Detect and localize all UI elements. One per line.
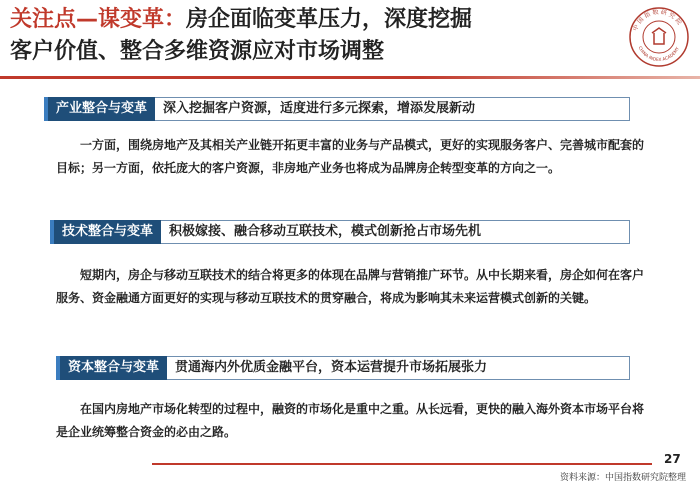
section-body-technology: 短期内，房企与移动互联技术的结合将更多的体现在品牌与营销推广环节。从中长期来看，房企如何在客户服务、资金融通方面更好的实现与移动互联技术的贯穿融合，将成为影响其未来运营模式创新的关键。 <box>56 268 645 305</box>
page-title <box>10 4 620 68</box>
section-headline-industry: 深入挖掘客户资源，适度进行多元探索，增添发展新动 <box>155 97 630 121</box>
section-tag-capital: 资本整合与变革 <box>56 356 167 380</box>
logo-bottom-text: CHINA INDEX ACADEMY <box>636 45 681 64</box>
section-body-capital: 在国内房地产市场化转型的过程中，融资的市场化是重中之重。从长远看，更快的融入海外资本市场平台将是企业统筹整合资金的必由之路。 <box>56 402 645 439</box>
footer-divider <box>152 463 652 465</box>
section-capital <box>56 356 630 380</box>
title-line1: 房企面临变革压力，深度挖掘 <box>186 7 473 32</box>
title-divider <box>0 76 700 79</box>
section-headline-technology: 积极嫁接、融合移动互联技术，模式创新抢占市场先机 <box>161 220 630 244</box>
section-industry <box>44 97 630 121</box>
section-body-industry: 一方面，围绕房地产及其相关产业链开拓更丰富的业务与产品模式，更好的实现服务客户、完善城市配套的目标；另一方面，依托庞大的客户资源，非房地产业务也将成为品牌房企转型变革的方向之一。 <box>56 138 645 175</box>
page-number: 27 <box>664 452 681 466</box>
section-technology <box>50 220 630 244</box>
logo-circle-text: 中 国 指 数 研 究 院 <box>631 8 683 32</box>
title-line2: 客户价值、整合多维资源应对市场调整 <box>10 39 385 64</box>
section-headline-capital: 贯通海内外优质金融平台，资本运营提升市场拓展张力 <box>167 356 630 380</box>
source-note: 资料来源：中国指数研究院整理 <box>559 473 686 483</box>
section-tag-technology: 技术整合与变革 <box>50 220 161 244</box>
section-tag-industry: 产业整合与变革 <box>44 97 155 121</box>
academy-logo <box>628 6 690 68</box>
svg-text:CHINA INDEX ACADEMY <box>637 45 681 63</box>
title-accent: 关注点—谋变革： <box>10 7 187 32</box>
